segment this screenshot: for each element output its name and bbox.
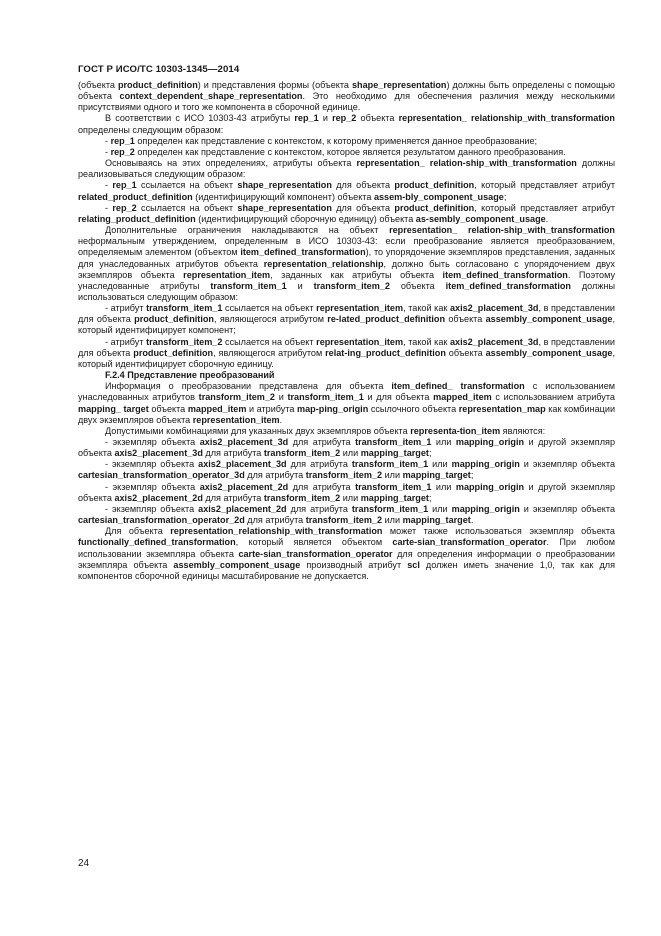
list-item xyxy=(78,180,615,202)
entity-name: carte-sian_transformation_operator xyxy=(238,548,393,559)
entity-name: axis2_placement_3d xyxy=(449,336,539,347)
list-item xyxy=(78,147,615,158)
text-run: , такой как xyxy=(403,303,450,314)
text-run: Допустимыми комбинациями для указанных двух экземпляров объекта xyxy=(105,425,411,436)
paragraph xyxy=(78,158,615,180)
entity-name: item_defined_ transformation xyxy=(391,381,525,392)
entity-name: mapping_target xyxy=(360,448,429,459)
text-run: . xyxy=(470,515,474,526)
list-item xyxy=(78,337,615,370)
entity-name: product_definition xyxy=(117,80,198,90)
text-run: ; xyxy=(470,470,474,481)
entity-name: axis2_placement_3d xyxy=(199,437,289,447)
entity-name: relating_product_definition xyxy=(78,213,196,224)
list-item xyxy=(78,459,615,481)
text-run: ссылочного объекта xyxy=(368,403,459,414)
text-run: для атрибута xyxy=(244,515,306,526)
text-run: , который представляет атрибут xyxy=(474,180,616,191)
text-run: с использованием атрибута xyxy=(491,392,615,403)
entity-name: assem-bly_component_usage xyxy=(373,191,504,202)
text-run: и для объекта xyxy=(363,392,434,403)
text-run: Для объекта xyxy=(105,526,171,537)
list-item xyxy=(78,504,615,526)
text-run: для атрибута xyxy=(286,459,352,470)
entity-name: mapping_target xyxy=(402,470,471,481)
paragraph xyxy=(78,113,615,135)
text-run: или xyxy=(382,515,403,526)
text-run: ссылается на объект xyxy=(136,180,238,191)
entity-name: representation_ relation-ship_with_transformation xyxy=(389,225,615,236)
document-header: ГОСТ Р ИСО/ТС 10303-1345—2014 xyxy=(78,64,240,75)
entity-name: mapping_ target xyxy=(78,403,149,414)
text-run: для атрибута xyxy=(288,481,356,492)
text-run: или xyxy=(428,503,452,514)
entity-name: item_defined_transformation xyxy=(442,269,568,280)
paragraph xyxy=(78,225,615,303)
text-run: и xyxy=(286,280,314,291)
text-run: , такой как xyxy=(403,336,450,347)
text-run: ; xyxy=(428,448,432,459)
entity-name: item_defined_transformation xyxy=(240,247,366,258)
text-run: для атрибута xyxy=(244,470,306,481)
text-run: производный атрибут xyxy=(300,559,408,570)
entity-name: shape_representation xyxy=(237,180,332,191)
text-run: (объекта xyxy=(78,80,118,90)
entity-name: product_definition xyxy=(394,180,475,191)
entity-name: axis2_placement_3d xyxy=(114,448,203,459)
text-run: должен иметь значение 1,0, так как для компонентов сборочной единицы масштабирование не допускается. xyxy=(78,559,615,581)
entity-name: transform_item_1 xyxy=(355,437,432,447)
text-run: - атрибут xyxy=(105,336,147,347)
text-run: Дополнительные ограничения накладываются на объект xyxy=(105,225,390,236)
paragraph xyxy=(78,381,615,426)
text-run: или xyxy=(431,437,456,447)
text-run: определен как представление с контекстом, к которому применяется данное преобразование; xyxy=(134,135,538,146)
text-run: объекта xyxy=(445,347,486,358)
list-item xyxy=(78,303,615,336)
entity-name: mapping_origin xyxy=(455,437,525,447)
entity-name: transform_item_2 xyxy=(305,515,383,526)
entity-name: axis2_placement_2d xyxy=(114,492,203,503)
text-run: , заданных как атрибуты объекта xyxy=(270,269,443,280)
paragraph xyxy=(78,426,615,437)
text-run: определены следующим образом: xyxy=(78,124,224,135)
entity-name: representation_ relationship_with_transformation xyxy=(398,113,615,124)
text-run: . xyxy=(545,213,549,224)
entity-name: transform_item_1 xyxy=(287,392,364,403)
text-run: - xyxy=(105,202,113,213)
text-run: , являющегося атрибутом xyxy=(213,314,328,325)
entity-name: product_definition xyxy=(134,314,214,325)
text-run: - экземпляр объекта xyxy=(105,503,199,514)
text-run: , который является объектом xyxy=(235,537,393,548)
entity-name: mapping_target xyxy=(402,515,471,526)
text-run: . xyxy=(279,414,283,425)
text-run: неформальным утверждением, определенным в ИСО 10303-43: если преобразование является преобразованием, определяемым элементом (объектом xyxy=(78,236,615,258)
entity-name: re-lated_product_definition xyxy=(327,314,446,325)
text-run: для атрибута xyxy=(288,437,356,447)
entity-name: mapping_origin xyxy=(455,481,525,492)
entity-name: representation_ relation-ship_with_transformation xyxy=(356,158,577,169)
text-run: ) должны быть определены с помощью объекта xyxy=(78,80,616,102)
text-run: и другой экземпляр объекта xyxy=(78,481,615,503)
text-run: для атрибута xyxy=(202,492,264,503)
entity-name: representation_item xyxy=(316,303,404,314)
entity-name: transform_item_2 xyxy=(146,336,223,347)
paragraph xyxy=(78,80,615,113)
text-run: для объекта xyxy=(331,202,395,213)
entity-name: representa-tion_item xyxy=(410,425,501,436)
entity-name: mapping_origin xyxy=(451,459,520,470)
text-run: Информация о преобразовании представлена для объекта xyxy=(105,381,392,392)
text-run: - xyxy=(105,135,111,146)
entity-name: representation_map xyxy=(458,403,546,414)
entity-name: axis2_placement_3d xyxy=(198,459,287,470)
page-number: 24 xyxy=(78,858,90,869)
text-run: . Поэтому унаследованные атрибуты xyxy=(78,269,615,291)
text-run: ), то упорядочение экземпляров представления, заданных для унаследованных атрибутов объекта xyxy=(78,247,615,269)
text-run: определен как представление с контекстом, которое является результатом данного преобразования. xyxy=(134,146,566,157)
entity-name: product_definition xyxy=(133,347,214,358)
text-run: ; xyxy=(428,492,432,503)
list-item xyxy=(78,203,615,225)
entity-name: product_definition xyxy=(394,202,475,213)
entity-name: transform_item_2 xyxy=(263,448,341,459)
entity-name: shape_representation xyxy=(237,202,332,213)
entity-name: transform_item_2 xyxy=(263,492,341,503)
text-run: ссылается на объект xyxy=(222,303,317,314)
text-run: или xyxy=(340,448,361,459)
paragraph xyxy=(78,526,615,582)
entity-name: shape_representation xyxy=(351,80,447,90)
list-item xyxy=(78,437,615,459)
text-run: и атрибута xyxy=(246,403,298,414)
document-page xyxy=(78,0,615,936)
entity-name: transform_item_2 xyxy=(313,280,390,291)
entity-name: rep_1 xyxy=(112,180,137,191)
text-run: , который идентифицирует компонент; xyxy=(78,314,616,336)
text-run: В соответствии с ИСО 10303-43 атрибуты xyxy=(105,113,295,124)
entity-name: representation_relationship_with_transformation xyxy=(170,526,383,537)
text-run: для определения информации о преобразовании экземпляра объекта xyxy=(78,548,615,570)
text-run: и xyxy=(318,113,333,124)
entity-name: transform_item_1 xyxy=(146,303,223,314)
entity-name: mapped_item xyxy=(433,392,492,403)
text-run: и экземпляр объекта xyxy=(519,459,615,470)
entity-name: mapping_origin xyxy=(451,503,520,514)
text-run: - экземпляр объекта xyxy=(105,481,200,492)
entity-name: assembly_component_usage xyxy=(485,314,613,325)
text-run: или xyxy=(431,481,456,492)
entity-name: cartesian_transformation_operator_3d xyxy=(78,470,245,481)
entity-name: rep_2 xyxy=(332,113,357,124)
text-run: , в представлении для объекта xyxy=(78,303,615,325)
entity-name: rep_2 xyxy=(112,202,137,213)
entity-name: transform_item_1 xyxy=(351,503,429,514)
list-item xyxy=(78,482,615,504)
text-run: может также использоваться экземпляр объекта xyxy=(382,526,615,537)
entity-name: representation_relationship xyxy=(263,258,384,269)
text-run: или xyxy=(340,492,361,503)
entity-name: representation_item xyxy=(183,269,271,280)
entity-name: cartesian_transformation_operator_2d xyxy=(78,515,245,526)
section-heading: F.2.4 Представление преобразований xyxy=(105,370,275,381)
text-run: , который представляет атрибут xyxy=(474,202,616,213)
entity-name: related_product_definition xyxy=(78,191,193,202)
entity-name: relat-ing_product_definition xyxy=(325,347,446,358)
text-run: объекта xyxy=(148,403,188,414)
text-run: - атрибут xyxy=(105,303,147,314)
entity-name: item_defined_transformation xyxy=(445,280,571,291)
text-run: ссылается на объект xyxy=(222,336,317,347)
text-run: как комбинации двух экземпляров объекта xyxy=(78,403,616,425)
text-run: ссылается на объект xyxy=(136,202,238,213)
entity-name: context_dependent_shape_representation xyxy=(119,91,303,102)
entity-name: transform_item_2 xyxy=(198,392,275,403)
entity-name: mapping_target xyxy=(360,492,429,503)
text-run: . При любом использовании экземпляра объекта xyxy=(78,537,615,559)
text-run: , в представлении для объекта xyxy=(78,336,615,358)
text-run: , который идентифицирует сборочную единицу. xyxy=(78,347,615,369)
text-run: объекта xyxy=(445,314,486,325)
entity-name: transform_item_1 xyxy=(355,481,432,492)
entity-name: mapped_item xyxy=(187,403,247,414)
entity-name: axis2_placement_2d xyxy=(198,503,287,514)
list-item xyxy=(78,136,615,147)
text-run: - xyxy=(105,180,113,191)
entity-name: scl xyxy=(407,559,420,570)
entity-name: transform_item_1 xyxy=(351,459,429,470)
text-run: или xyxy=(428,459,452,470)
text-run: для атрибута xyxy=(202,448,264,459)
text-run: , являющегося атрибутом xyxy=(213,347,326,358)
entity-name: map-ping_origin xyxy=(297,403,369,414)
text-run: должны использоваться следующим образом: xyxy=(78,280,615,302)
entity-name: transform_item_2 xyxy=(305,470,383,481)
text-run: или xyxy=(382,470,403,481)
entity-name: rep_2 xyxy=(110,146,135,157)
entity-name: assembly_component_usage xyxy=(173,559,301,570)
entity-name: functionally_defined_transformation xyxy=(78,537,236,548)
text-run: для объекта xyxy=(331,180,395,191)
text-run: (идентифицирующий компонент) объекта xyxy=(192,191,374,202)
entity-name: axis2_placement_3d xyxy=(449,303,539,314)
document-body xyxy=(78,80,615,582)
text-run: и xyxy=(275,392,288,403)
text-run: и другой экземпляр объекта xyxy=(78,437,615,459)
text-run: с использованием унаследованных атрибутов xyxy=(78,381,615,403)
text-run: объекта xyxy=(389,280,446,291)
entity-name: axis2_placement_2d xyxy=(199,481,289,492)
text-run: - экземпляр объекта xyxy=(105,437,200,447)
entity-name: carte-sian_transformation_operator xyxy=(392,537,547,548)
text-run: являются: xyxy=(500,425,546,436)
text-run: ; xyxy=(503,191,507,202)
entity-name: assembly_component_usage xyxy=(485,347,613,358)
text-run: . Это необходимо для обеспечения различия между несколькими присутствиями одного и того же компонента в сборочной единице. xyxy=(78,91,615,113)
entity-name: rep_1 xyxy=(110,135,135,146)
text-run: и экземпляр объекта xyxy=(519,503,615,514)
entity-name: representation_item xyxy=(192,414,280,425)
text-run: Основываясь на этих определениях, атрибуты объекта xyxy=(105,158,357,169)
text-run: - xyxy=(105,146,111,157)
entity-name: as-sembly_component_usage xyxy=(415,213,546,224)
text-run: , должно быть согласовано с упорядочением двух экземпляров объекта xyxy=(78,258,615,280)
entity-name: representation_item xyxy=(316,336,404,347)
text-run: объекта xyxy=(356,113,399,124)
text-run: - экземпляр объекта xyxy=(105,459,199,470)
entity-name: rep_1 xyxy=(294,113,319,124)
text-run: должны реализовываться следующим образом: xyxy=(78,158,616,180)
text-run: (идентифицирующий сборочную единицу) объекта xyxy=(195,213,416,224)
text-run: ) и представления формы (объекта xyxy=(197,80,352,90)
text-run: для атрибута xyxy=(286,503,352,514)
entity-name: transform_item_1 xyxy=(210,280,287,291)
